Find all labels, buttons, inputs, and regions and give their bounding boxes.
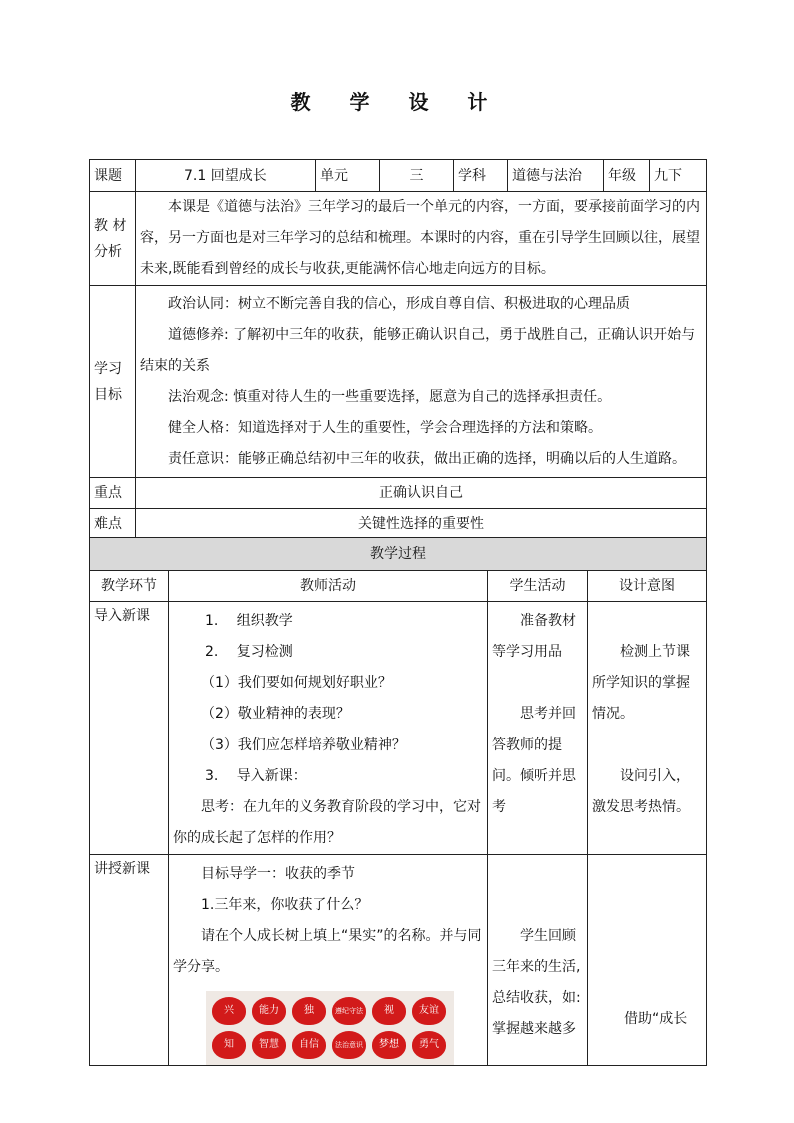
intro-intent xyxy=(588,602,707,855)
header-row xyxy=(90,160,707,192)
lecture-stage: 讲授新课 xyxy=(90,855,169,1066)
subject-value: 道德与法治 xyxy=(508,160,604,192)
student-line: 倾听并思 xyxy=(520,768,576,784)
process-header-row xyxy=(90,571,707,602)
page-title: 教 学 设 计 xyxy=(290,90,504,114)
key-point-label: 重点 xyxy=(90,478,136,509)
teacher-line: （2）敬业精神的表现？ xyxy=(201,706,350,722)
teacher-line: 请在个人成长树上填上“果实”的名称。并与同学分享。 xyxy=(173,928,482,975)
apple-icon: 勇气 xyxy=(412,1031,446,1059)
goal-item: 责任意识：能够正确总结初中三年的收获，做出正确的选择，明确以后的人生道路。 xyxy=(168,450,686,467)
lecture-student xyxy=(488,855,588,1066)
intent-line: 所学知识的掌握 xyxy=(592,675,690,691)
apple-icon: 兴 xyxy=(212,997,246,1025)
student-line: 考 xyxy=(492,799,506,815)
apple-icon: 知 xyxy=(212,1031,246,1059)
teacher-line: 3. 导入新课： xyxy=(205,768,307,784)
student-line: 总结收获，如: xyxy=(492,990,581,1006)
unit-value: 三 xyxy=(380,160,454,192)
topic-value: 7.1 回望成长 xyxy=(136,160,316,192)
apple-icon: 视 xyxy=(372,997,406,1025)
key-point-row xyxy=(90,478,707,509)
intro-stage: 导入新课 xyxy=(90,602,169,855)
goals-row xyxy=(90,286,707,478)
analysis-row xyxy=(90,192,707,286)
difficulty-label: 难点 xyxy=(90,509,136,540)
apple-icon: 自信 xyxy=(292,1031,326,1059)
apple-icon: 梦想 xyxy=(372,1031,406,1059)
goals-label: 学习 目标 xyxy=(90,286,136,478)
growth-tree-image xyxy=(206,991,454,1065)
teacher-line: 2. 复习检测 xyxy=(205,644,293,660)
key-point-value: 正确认识自己 xyxy=(136,478,707,509)
analysis-label: 教 材 分析 xyxy=(90,192,136,286)
grade-value: 九下 xyxy=(650,160,707,192)
course-info-table xyxy=(89,159,707,540)
intent-line xyxy=(592,606,702,637)
topic-label: 课题 xyxy=(90,160,136,192)
student-line xyxy=(492,859,583,890)
goal-item: 道德修养: 了解初中三年的收获，能够正确认识自己，勇于战胜自己，正确认识开始与结束的关系 xyxy=(140,326,696,374)
intent-line: 借助“成长 xyxy=(624,1011,688,1027)
teacher-line: 思考：在九年的义务教育阶段的学习中，它对你的成长起了怎样的作用？ xyxy=(173,799,481,846)
goal-item: 法治观念: 慎重对待人生的一些重要选择，愿意为自己的选择承担责任。 xyxy=(168,388,612,405)
teacher-line: 目标导学一：收获的季节 xyxy=(201,866,355,882)
lecture-row xyxy=(90,855,707,1066)
apple-icon: 法治意识 xyxy=(332,1031,366,1059)
process-title-row xyxy=(90,538,707,571)
apple-icon: 独 xyxy=(292,997,326,1025)
apple-icon: 友谊 xyxy=(412,997,446,1025)
student-line: 等学习用品 xyxy=(492,644,562,660)
teacher-line: （3）我们应怎样培养敬业精神？ xyxy=(201,737,406,753)
difficulty-row xyxy=(90,509,707,540)
intro-row xyxy=(90,602,707,855)
intent-line: 检测上节课 xyxy=(620,644,690,660)
intent-line: 激发思考热情。 xyxy=(592,799,690,815)
col-header-student: 学生活动 xyxy=(488,571,588,602)
difficulty-value: 关键性选择的重要性 xyxy=(136,509,707,540)
student-line: 答教师的提问。 xyxy=(492,737,562,784)
goal-item: 政治认同：树立不断完善自我的信心，形成自尊自信、积极进取的心理品质 xyxy=(168,295,630,312)
goal-item: 健全人格：知道选择对于人生的重要性，学会合理选择的方法和策略。 xyxy=(168,419,602,436)
intro-teacher xyxy=(169,602,488,855)
col-header-stage: 教学环节 xyxy=(90,571,169,602)
grade-label: 年级 xyxy=(604,160,650,192)
intro-student xyxy=(488,602,588,855)
intent-line xyxy=(592,730,702,761)
student-line: 三年来的生活, xyxy=(492,959,581,975)
intent-line: 设问引入， xyxy=(620,768,690,784)
teacher-line: （1）我们要如何规划好职业？ xyxy=(201,675,392,691)
student-line: 掌握越来越多 xyxy=(492,1021,576,1037)
apple-icon: 能力 xyxy=(252,997,286,1025)
col-header-intent: 设计意图 xyxy=(588,571,707,602)
analysis-text: 本课是《道德与法治》三年学习的最后一个单元的内容，一方面，要承接前面学习的内容，另一方面也是对三年学习的总结和梳理。本课时的内容，重在引导学生回顾以往，展望未来,既能看到曾经的成长与收获,更能满怀信心地走向远方的目标。 xyxy=(136,192,707,286)
student-line: 准备教材 xyxy=(520,613,576,629)
goals-list xyxy=(136,286,707,478)
process-title: 教学过程 xyxy=(90,538,707,571)
student-line xyxy=(492,668,583,699)
student-line: 思考并回 xyxy=(520,706,576,722)
student-line: 学生回顾 xyxy=(520,928,576,944)
apple-icon: 遵纪守法 xyxy=(332,997,366,1025)
apple-icon: 智慧 xyxy=(252,1031,286,1059)
col-header-teacher: 教师活动 xyxy=(169,571,488,602)
lecture-teacher xyxy=(169,855,488,1066)
teacher-line: 1. 组织教学 xyxy=(205,613,293,629)
subject-label: 学科 xyxy=(454,160,508,192)
intent-line: 情况。 xyxy=(592,706,634,722)
student-line xyxy=(492,890,583,921)
unit-label: 单元 xyxy=(316,160,380,192)
teacher-line: 1.三年来，你收获了什么？ xyxy=(201,897,369,913)
lecture-intent xyxy=(588,855,707,1066)
process-table xyxy=(89,537,707,1066)
